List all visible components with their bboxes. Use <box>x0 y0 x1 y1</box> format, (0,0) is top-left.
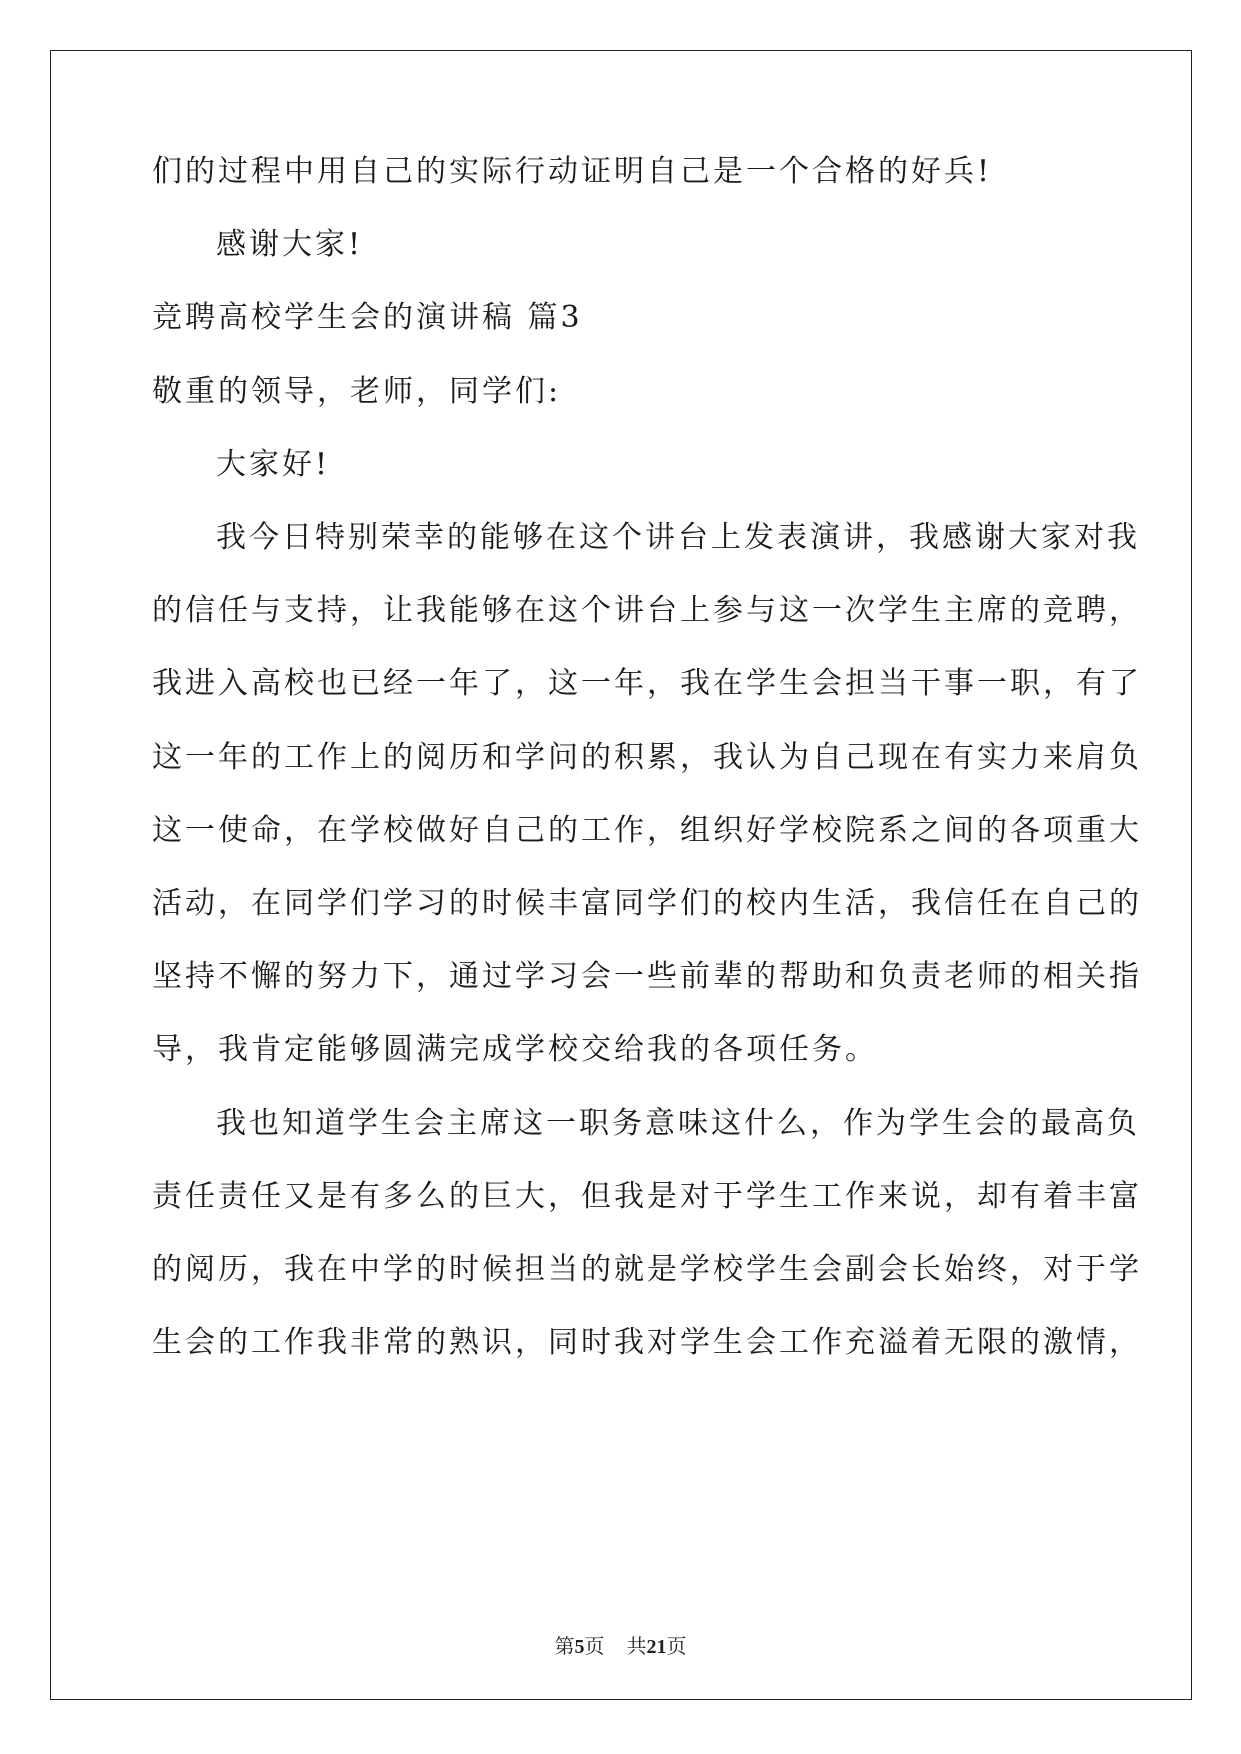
footer-page-number: 5 <box>574 1636 585 1658</box>
text-line: 敬重的领导，老师，同学们: <box>152 373 562 409</box>
footer-page-suffix: 页 <box>584 1634 605 1658</box>
text-line: 们的过程中用自己的实际行动证明自己是一个合格的好兵! <box>152 154 993 189</box>
page-footer <box>0 1630 1241 1659</box>
text-line: 坚持不懈的努力下，通过学习会一些前辈的帮助和负责老师的相关指 <box>152 959 1142 995</box>
text-line: 我今日特别荣幸的能够在这个讲台上发表演讲，我感谢大家对我 <box>216 520 1140 555</box>
text-line: 的信任与支持，让我能够在这个讲台上参与这一次学生主席的竞聘， <box>152 593 1142 629</box>
text-line: 这一使命，在学校做好自己的工作，组织好学校院系之间的各项重大 <box>152 812 1142 848</box>
footer-total-suffix: 页 <box>666 1634 687 1658</box>
text-line: 生会的工作我非常的熟识，同时我对学生会工作充溢着无限的激情， <box>152 1325 1142 1361</box>
text-line: 大家好! <box>216 446 331 482</box>
text-line: 活动，在同学们学习的时候丰富同学们的校内生活，我信任在自己的 <box>152 886 1142 921</box>
text-line: 我也知道学生会主席这一职务意味这什么，作为学生会的最高负 <box>216 1105 1140 1141</box>
text-line: 这一年的工作上的阅历和学问的积累，我认为自己现在有实力来肩负 <box>152 739 1142 775</box>
footer-total-pages: 21 <box>646 1636 667 1658</box>
text-line: 我进入高校也已经一年了，这一年，我在学生会担当干事一职，有了 <box>152 666 1142 702</box>
footer-page-prefix: 第 <box>554 1634 575 1658</box>
text-line: 导，我肯定能够圆满完成学校交给我的各项任务。 <box>152 1032 878 1068</box>
footer-total-prefix: 共 <box>626 1634 647 1658</box>
text-line: 竞聘高校学生会的演讲稿 篇3 <box>152 300 583 336</box>
text-line: 责任责任又是有多么的巨大，但我是对于学生工作来说，却有着丰富 <box>152 1178 1142 1214</box>
text-line: 感谢大家! <box>216 227 364 263</box>
text-line: 的阅历，我在中学的时候担当的就是学校学生会副会长始终，对于学 <box>152 1252 1142 1287</box>
